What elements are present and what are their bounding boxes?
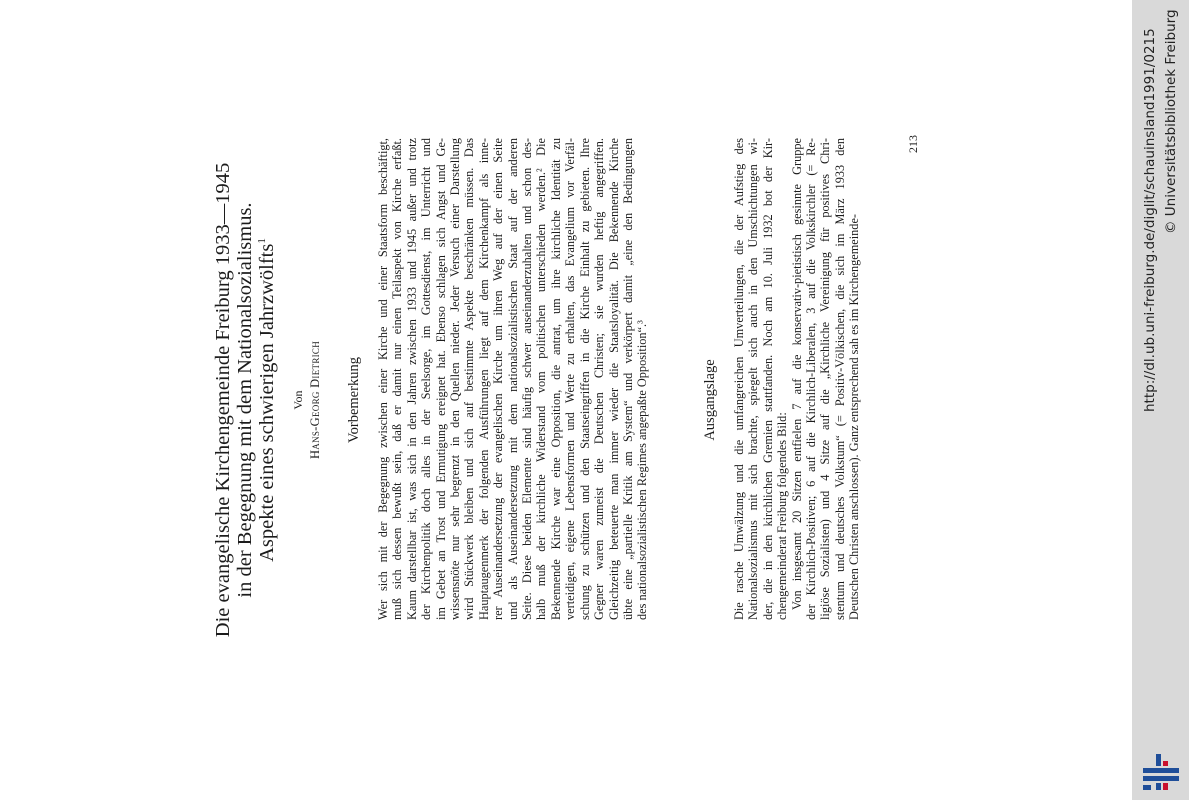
source-url-link[interactable]: http://dl.ub.uni-freiburg.de/diglit/schauinsland1991/0215 [1142, 28, 1158, 412]
scanned-page [200, 0, 925, 800]
text-line: Die rasche Umwälzung und die umfangreichen Umverteilungen, die der Aufstieg des [732, 138, 746, 620]
text-line: stentum und deutsches Volkstum“ (= Positiv-Völkischen, die sich im März 1933 den [832, 138, 847, 620]
section-body [732, 138, 862, 620]
text-line: der, die in den kirchlichen Gremien stattfanden. Noch am 10. Juli 1932 bot der Kir- [760, 138, 775, 620]
title-line [256, 0, 278, 800]
text-line: des nationalsozialistischen Regimes angepaßte Opposition“.³ [635, 320, 650, 620]
text-line: Hauptaugenmerk der folgenden Ausführungen liegt auf dem Kirchenkampf als inne- [476, 138, 491, 620]
text-line: und als Auseinandersetzung mit dem nationalsozialistischen Staat auf der anderen [505, 138, 520, 620]
title-line: in der Begegnung mit dem Nationalsozialismus. [234, 202, 256, 598]
text-line: rer Auseinandersetzung der evangelischen Kirche um ihren Weg auf der einen Seite [491, 138, 506, 620]
section-heading: Ausgangslage [702, 359, 718, 441]
text-line: übte eine „partielle Kritik am System“ und verkörpert damit „eine den Bedingungen [620, 138, 635, 620]
text-line: Deutschen Christen anschlossen). Ganz entsprechend sah es im Kirchengemeinde- [847, 213, 862, 620]
text-line: Bekennende Kirche war eine Opposition, die antrat, um ihre kirchliche Identität zu [548, 138, 563, 620]
page-number: 213 [906, 135, 920, 153]
text-line: im Gebet an Trost und Ermutigung ereignet hat. Ebenso schlagen sich Angst und Ge- [433, 138, 448, 620]
text-line: chengemeinderat Freiburg folgendes Bild: [775, 412, 790, 620]
text-line: Seite. Diese beiden Elemente sind häufig schwer auseinanderzuhalten und schon des- [520, 138, 535, 620]
text-line: Nationalsozialismus mit sich brachte, spiegelt sich auch in den Umschichtungen wi- [746, 138, 761, 620]
text-line: Wer sich mit der Begegnung zwischen einer Kirche und einer Staatsform beschäftigt, [376, 138, 390, 620]
text-line: Gegner waren zumeist die Deutschen Christen; sie wurden heftig angegriffen. [592, 138, 607, 620]
section-body [376, 138, 650, 620]
text-line: der Kirchenpolitik doch alles in der Seelsorge, im Gottesdienst, im Unterricht und [419, 138, 434, 620]
viewer-sidebar [1132, 0, 1189, 800]
article-title [212, 0, 278, 800]
text-line: Gleichzeitig beteuerte man immer wieder die Staatsloyalität. Die Bekennende Kirche [606, 138, 621, 620]
text-line: schung zu schützen und den Staatseingriffen in die Kirche Einhalt zu gebieten. Ihre [577, 138, 592, 620]
text-line: der Kirchlich-Positiven; 6 auf die Kirchlich-Liberalen, 3 auf die Volkskirchler (= Re- [804, 138, 819, 620]
text-line: Kaum darstellbar ist, was sich in den Jahren zwischen 1933 und 1945 außer und trotz [404, 138, 419, 620]
text-line: verteidigen, eigene Lebensformen und Werte zu erhalten, das Evangelium vor Verfäl- [563, 138, 578, 620]
copyright-notice: © Universitätsbibliothek Freiburg [1163, 9, 1179, 234]
text-line: muß sich dessen bewußt sein, daß er damit nur einen Teilaspekt von Kirche erfaßt. [390, 138, 405, 620]
text-line: wird Stückwerk bleiben und sich auf bestimmte Aspekte beschränken müssen. Das [462, 138, 477, 620]
title-footnote-marker: 1 [256, 238, 269, 244]
ub-freiburg-logo-icon [1141, 752, 1181, 792]
text-line: wissensnöte nur sehr begrenzt in den Quellen nieder. Jeder Versuch einer Darstellung [448, 138, 463, 620]
section-heading: Vorbemerkung [346, 357, 362, 443]
title-line-text: Aspekte eines schwierigen Jahrzwölfts [256, 243, 278, 562]
text-line: Von insgesamt 20 Sitzen entfielen 7 auf die konservativ-pietistisch gesinnte Gruppe [789, 138, 804, 610]
author-name: Hans-Georg Dietrich [308, 340, 322, 460]
title-line: Die evangelische Kirchengemeinde Freiburg 1933—1945 [212, 162, 234, 638]
text-line: halb muß der kirchliche Widerstand vom politischen unterschieden werden.² Die [534, 138, 549, 620]
byline-von: Von [291, 390, 305, 410]
text-line: ligiöse Sozialisten) und 4 Sitze auf die „Kirchliche Vereinigung für positives Chri- [818, 138, 833, 620]
